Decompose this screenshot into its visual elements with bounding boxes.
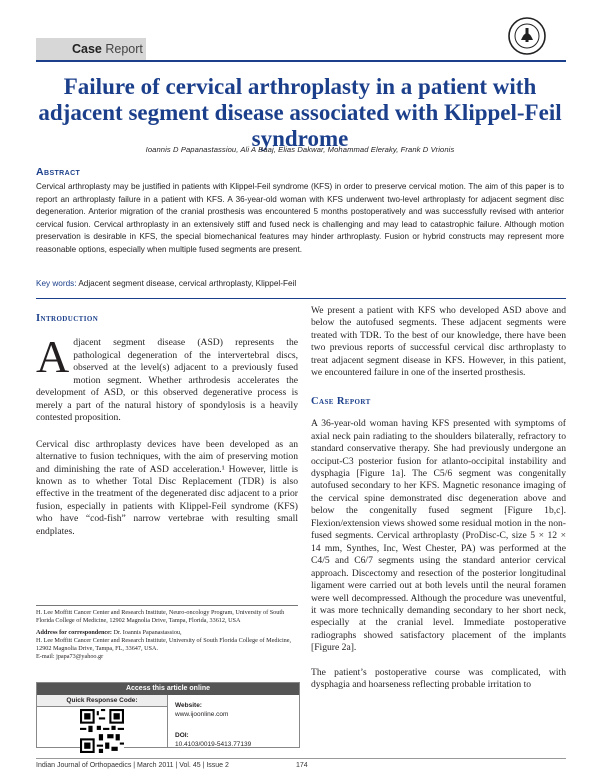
correspondence-name: Dr. Ioannis Papanastassiou,	[113, 629, 182, 637]
access-divider	[167, 695, 168, 747]
doi-value[interactable]: 10.4103/0019-5413.77139	[175, 741, 252, 748]
footnote-rule	[36, 605, 298, 606]
right-paragraph-1: We present a patient with KFS who developed ASD above and below the autofused segments. These adjacent segments were treated with TDR. To the best of our knowledge, there have been two previous reports of successful cervical disc arthroplasty to treat adjacent segment disease in KFS. However, in this patient, we encountered failure in one of the inserted prosthesis.	[311, 305, 566, 379]
qr-code-icon[interactable]	[80, 709, 124, 753]
footer-journal: Indian Journal of Orthopaedics | March 2011 | Vol. 45 | Issue 2	[36, 762, 229, 769]
abstract-text: Cervical arthroplasty may be justified in patients with Klippel-Feil syndrome (KFS) in order to preserve cervical motion. The aim of this paper is to report an arthroplasty failure in a patient with KFS. A 36-year-old woman with KFS underwent two-level arthroplasty for adjacent segment disc degeneration. Anterior migration of the cranial prosthesis was encountered 5 months postoperatively and was successfully revised with anterior cervical fusion. Cervical arthroplasty in an extensively stiff and fused neck is challenging and may lead to catastrophic failure. Although motion preservation is desirable in KFS, the special biomechanical features may hinder arthroplasty. Fusion or hybrid constructs may represent more reasonable options, especially when multiple fused segments are present.	[36, 182, 564, 254]
access-info	[175, 701, 251, 749]
footnotes	[36, 609, 298, 666]
correspondence-label: Address for correspondence:	[36, 629, 112, 637]
keywords-label: Key words:	[36, 279, 77, 288]
intro-paragraph-1: Adjacent segment disease (ASD) represents the pathological degeneration of the intervertebral discs, observed at the level(s) adjacent to a previously fused motion segment. Whether arthrodesis accelerates the development of ASD, or this observed degenerative process is merely a part of the natural history of spondylosis is a heavily contested proposition.	[36, 331, 298, 424]
right-column	[311, 305, 566, 702]
abstract-heading: Abstract	[36, 166, 81, 178]
keywords-line	[36, 279, 296, 288]
left-column	[36, 313, 298, 548]
article-title: Failure of cervical arthroplasty in a patient with adjacent segment disease associated with Klippel-Feil syndrome	[38, 74, 562, 151]
doi-label: DOI:	[175, 732, 189, 739]
drop-cap: A	[36, 331, 70, 383]
website-link[interactable]: www.ijoonline.com	[175, 711, 229, 718]
correspondence-address: H. Lee Moffitt Cancer Center and Research Institute, University of South Florida College of Medicine, 12902 Magnolia Drive, Tampa, FL, 33647, USA.	[36, 637, 292, 653]
case-paragraph-1: A 36-year-old woman having KFS presented with symptoms of axial neck pain radiating to the shoulders bilaterally, refractory to standard conservative therapy. She had previously undergone an occiput-C3 posterior fusion for atlanto-occipital instability and dysphagia [Figure 1a]. The C5/6 segment was congenitally autofused secondary to her KFS. Magnetic resonance imaging of the cervical spine demonstrated disc degeneration above and below the congenitally fused segment [Figure 1b,c]. Flexion/extension views showed some residual motion in the non-fused segments. Cervical arthroplasty (ProDisc-C, size 5 × 12 × 14 mm, Synthes, Inc, West Chester, PA) was performed at the C4/5 and C6/7 segments using the standard anterior cervical approach. Discectomy and resection of the posterior longitudinal ligament were carried out at both levels until the neural foramen were well decompressed. Although the procedure was uneventful, it was more technically demanding secondary to her short neck, especially at the cranial level. Immediate postoperative radiographs showed satisfactory placement of the implants [Figure 2a].	[311, 418, 566, 654]
abstract-rule	[36, 298, 566, 299]
page-number: 174	[296, 762, 308, 769]
footer-rule	[36, 758, 566, 759]
correspondence-email: E-mail: jpapa73@yahoo.gr	[36, 653, 104, 661]
case-report-heading: Case Report	[311, 395, 371, 407]
author-list: Ioannis D Papanastassiou, Ali A Baaj, Elias Dakwar, Mohammad Eleraky, Frank D Vrionis	[145, 145, 455, 154]
journal-logo-seal	[507, 16, 547, 56]
header-rule	[36, 60, 566, 62]
affiliation: H. Lee Moffitt Cancer Center and Research Institute, Neuro-oncology Program, University of South Florida College of Medicine, 12902 Magnolia Drive, Tampa, Florida, 33612, USA	[36, 609, 285, 625]
qr-label: Quick Response Code:	[37, 695, 168, 707]
introduction-heading: Introduction	[36, 313, 99, 324]
website-label: Website:	[175, 702, 202, 709]
keywords: Adjacent segment disease, cervical arthroplasty, Klippel-Feil	[78, 279, 297, 288]
intro-paragraph-2: Cervical disc arthroplasty devices have been developed as an alternative to fusion techniques, with the aim of preserving motion and diminishing the rate of ASD acceleration.¹ However, little is known as to whether Total Disc Replacement (TDR) is also effective in the treatment of the degenerated disc adjacent to a prior fusion, especially in patients with Klippel-Feil syndrome (KFS) who have “cod-fish” narrow vertebrae with resulting small endplates.	[36, 438, 298, 537]
access-heading: Access this article online	[37, 683, 299, 695]
access-online-box	[36, 682, 300, 748]
article-type-label: Case Report	[72, 42, 143, 56]
case-paragraph-2: The patient’s postoperative course was complicated, with dysphagia and hoarseness reflecting probable irritation to	[311, 666, 566, 691]
